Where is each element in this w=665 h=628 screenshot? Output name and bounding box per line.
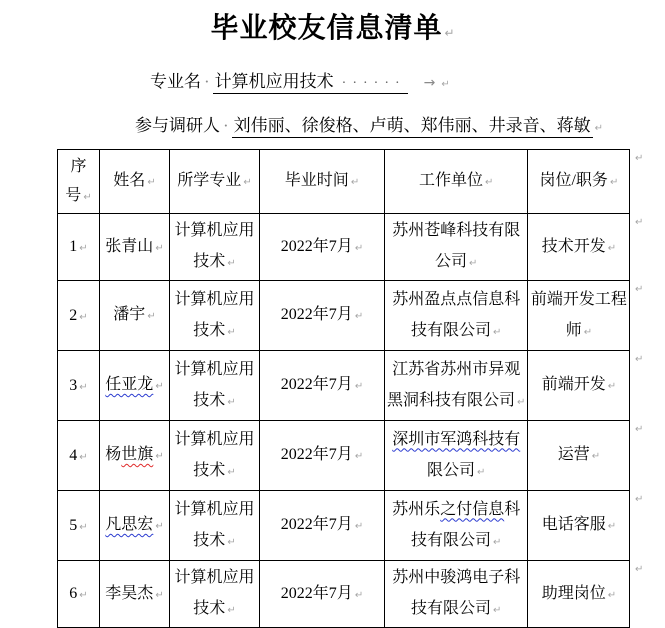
cell-line bbox=[102, 439, 167, 472]
cell-text: 技术 bbox=[193, 600, 226, 617]
cell-line bbox=[172, 246, 257, 279]
cell-line bbox=[102, 369, 167, 402]
cell-text: 技术开发 bbox=[541, 237, 606, 255]
pilcrow-mark: ↵ bbox=[155, 242, 164, 254]
cell-text: 计算机应用 bbox=[174, 569, 255, 586]
pilcrow-mark: ↵ bbox=[227, 326, 236, 338]
cell-text: 深圳市军鸿科技有 bbox=[392, 430, 521, 448]
cell-line bbox=[387, 166, 525, 197]
cell-text: 潘宇 bbox=[113, 306, 146, 323]
cell-text: 限公司 bbox=[427, 461, 476, 479]
seq-number: 2 bbox=[69, 306, 78, 324]
cell-line bbox=[102, 231, 167, 264]
cell-line bbox=[530, 166, 627, 197]
tab-arrow-icon: → bbox=[423, 75, 436, 91]
cell-employer bbox=[385, 491, 528, 561]
cell-text: 计算机应用 bbox=[174, 290, 255, 308]
pilcrow-mark: ↵ bbox=[493, 326, 502, 338]
cell-seq bbox=[58, 351, 100, 421]
cell-text: 技术 bbox=[193, 321, 226, 339]
cell-text: 计算机应用 bbox=[174, 500, 255, 518]
space-dots-mark: ······ bbox=[341, 76, 406, 91]
pilcrow-mark: ↵ bbox=[227, 466, 236, 478]
cell-line bbox=[172, 525, 257, 558]
page-title bbox=[0, 6, 665, 46]
cell-line bbox=[172, 562, 257, 593]
cell-text: 2022年7月 bbox=[280, 446, 353, 463]
cell-text: 电话客服 bbox=[541, 516, 606, 533]
cell-line bbox=[387, 354, 525, 385]
table-header bbox=[58, 150, 644, 214]
column-header-4 bbox=[260, 150, 385, 214]
pilcrow-mark: ↵ bbox=[354, 589, 364, 601]
pilcrow-mark: ↵ bbox=[79, 311, 88, 323]
cell-line bbox=[172, 424, 257, 455]
cell-line bbox=[102, 166, 167, 197]
cell-text: 技有限公司 bbox=[411, 321, 492, 339]
cell-employer bbox=[385, 421, 528, 491]
cell-line bbox=[262, 231, 382, 264]
cell-line bbox=[387, 593, 525, 626]
table-body bbox=[58, 214, 644, 628]
cell-line bbox=[530, 439, 627, 472]
cell-text: 助理岗位 bbox=[541, 584, 606, 602]
cell-text: 2022年7月 bbox=[280, 376, 353, 393]
pilcrow-mark: ↵ bbox=[79, 590, 88, 601]
cell-line bbox=[102, 509, 167, 542]
pilcrow-mark: ↵ bbox=[607, 242, 617, 254]
cell-graduation bbox=[260, 421, 385, 491]
pilcrow-mark: ↵ bbox=[583, 326, 593, 338]
cell-position bbox=[528, 351, 644, 421]
cell-text: 计算机应用 bbox=[174, 360, 255, 378]
cell-seq bbox=[58, 281, 100, 351]
cell-line bbox=[530, 284, 627, 315]
cell-text: 凡思宏 bbox=[105, 516, 154, 533]
cell-line bbox=[387, 315, 525, 348]
cell-line bbox=[530, 509, 627, 542]
cell-line bbox=[262, 578, 382, 611]
pilcrow-mark: ↵ bbox=[444, 26, 455, 40]
pilcrow-mark: ↵ bbox=[477, 466, 486, 478]
pilcrow-mark: ↵ bbox=[485, 177, 494, 188]
cell-position bbox=[528, 491, 644, 561]
seq-number: 5 bbox=[69, 516, 78, 534]
cell-position bbox=[528, 421, 644, 491]
cell-text: 前端开发 bbox=[541, 376, 606, 393]
pilcrow-mark: ↵ bbox=[147, 311, 156, 322]
cell-name bbox=[100, 214, 170, 281]
pilcrow-mark: ↵ bbox=[469, 258, 478, 269]
pilcrow-mark: ↵ bbox=[354, 451, 364, 462]
pilcrow-mark: ↵ bbox=[350, 177, 360, 188]
cell-line bbox=[387, 455, 525, 488]
cell-line bbox=[262, 509, 382, 542]
cell-line bbox=[172, 166, 257, 197]
cell-name bbox=[100, 421, 170, 491]
cell-text: 张青山 bbox=[105, 237, 154, 255]
cell-seq bbox=[58, 421, 100, 491]
cell-text: 技术 bbox=[193, 461, 226, 479]
cell-line bbox=[60, 152, 97, 181]
cell-text: 技术 bbox=[193, 253, 226, 270]
pilcrow-mark: ↵ bbox=[441, 79, 450, 90]
column-header-1 bbox=[58, 150, 100, 214]
cell-text: 运营 bbox=[557, 446, 590, 463]
table-header-row bbox=[58, 150, 630, 214]
cell-line bbox=[530, 231, 627, 264]
table-row bbox=[58, 281, 630, 351]
table-row bbox=[58, 421, 630, 491]
cell-text: 之付信息 bbox=[440, 500, 505, 518]
cell-line bbox=[387, 494, 525, 525]
cell-text: 苏州乐 bbox=[392, 500, 441, 518]
pilcrow-mark: ↵ bbox=[594, 123, 604, 134]
cell-seq bbox=[58, 491, 100, 561]
cell-line bbox=[60, 181, 97, 212]
cell-text: 岗位/职务 bbox=[539, 172, 608, 189]
cell-text: 苏州中骏鸿电子科 bbox=[392, 569, 521, 586]
pilcrow-mark: ↵ bbox=[155, 589, 164, 601]
pilcrow-mark: ↵ bbox=[79, 381, 88, 393]
cell-graduation bbox=[260, 561, 385, 628]
alumni-table bbox=[57, 149, 644, 628]
table-row bbox=[58, 351, 630, 421]
row-end-mark: ↵ bbox=[635, 424, 644, 435]
cell-major bbox=[170, 214, 260, 281]
cell-major bbox=[170, 561, 260, 628]
researchers-label: 参与调研人 bbox=[135, 116, 220, 135]
pilcrow-mark: ↵ bbox=[79, 243, 88, 254]
cell-line bbox=[172, 215, 257, 246]
cell-line bbox=[172, 315, 257, 348]
cell-employer bbox=[385, 214, 528, 281]
cell-major bbox=[170, 281, 260, 351]
seq-number: 6 bbox=[69, 585, 78, 602]
major-field-line bbox=[150, 67, 665, 92]
column-header-5 bbox=[385, 150, 528, 214]
major-value-underlined bbox=[213, 72, 408, 94]
pilcrow-mark: ↵ bbox=[155, 451, 164, 462]
column-header-6 bbox=[528, 150, 644, 214]
page-title-text: 毕业校友信息清单 bbox=[210, 12, 443, 43]
cell-text: 技术 bbox=[193, 531, 226, 549]
researchers-value-underlined: 刘伟丽、徐俊格、卢萌、郑伟丽、井录音、蒋敏 bbox=[232, 116, 593, 138]
cell-graduation bbox=[260, 281, 385, 351]
cell-line bbox=[530, 578, 627, 611]
pilcrow-mark: ↵ bbox=[607, 521, 617, 532]
cell-position bbox=[528, 281, 644, 351]
cell-text: 2022年7月 bbox=[280, 237, 353, 255]
cell-text: 李昊杰 bbox=[105, 584, 154, 602]
cell-text: 公司 bbox=[435, 253, 468, 270]
row-end-mark: ↵ bbox=[635, 564, 644, 575]
pilcrow-mark: ↵ bbox=[227, 258, 236, 269]
space-mark: · bbox=[204, 72, 210, 91]
cell-text: 杨 bbox=[105, 446, 122, 463]
pilcrow-mark: ↵ bbox=[354, 521, 364, 532]
researchers-field-line bbox=[135, 111, 665, 136]
cell-text: 工作单位 bbox=[419, 172, 484, 189]
cell-text: 技有限公司 bbox=[411, 531, 492, 549]
cell-line bbox=[172, 385, 257, 418]
cell-text: 师 bbox=[565, 321, 582, 339]
cell-line bbox=[172, 284, 257, 315]
major-label: 专业名 bbox=[150, 72, 201, 91]
pilcrow-mark: ↵ bbox=[79, 521, 88, 533]
pilcrow-mark: ↵ bbox=[517, 396, 526, 408]
pilcrow-mark: ↵ bbox=[607, 381, 617, 392]
cell-text: 序 bbox=[70, 157, 87, 175]
cell-major bbox=[170, 421, 260, 491]
cell-line bbox=[262, 166, 382, 197]
space-mark: · bbox=[223, 116, 229, 135]
cell-line bbox=[530, 315, 627, 348]
cell-line bbox=[172, 494, 257, 525]
cell-employer bbox=[385, 351, 528, 421]
column-header-3 bbox=[170, 150, 260, 214]
cell-text: 2022年7月 bbox=[280, 516, 353, 533]
seq-number: 4 bbox=[69, 446, 78, 464]
row-end-mark: ↵ bbox=[635, 494, 644, 505]
pilcrow-mark: ↵ bbox=[607, 589, 617, 601]
cell-line bbox=[387, 284, 525, 315]
cell-line bbox=[262, 439, 382, 472]
cell-text: 毕业时间 bbox=[284, 172, 349, 189]
cell-seq bbox=[58, 561, 100, 628]
cell-text: 号 bbox=[65, 186, 82, 204]
cell-line bbox=[530, 369, 627, 402]
pilcrow-mark: ↵ bbox=[493, 605, 502, 616]
column-header-2 bbox=[100, 150, 170, 214]
cell-line bbox=[387, 525, 525, 558]
cell-name bbox=[100, 351, 170, 421]
cell-text: 计算机应用 bbox=[174, 222, 255, 239]
cell-text: 技有限公司 bbox=[411, 600, 492, 617]
cell-line bbox=[387, 246, 525, 279]
cell-line bbox=[102, 578, 167, 611]
row-end-mark: ↵ bbox=[635, 354, 644, 365]
cell-text: 科 bbox=[504, 500, 521, 518]
row-end-mark: ↵ bbox=[635, 284, 644, 295]
cell-line bbox=[387, 562, 525, 593]
cell-major bbox=[170, 351, 260, 421]
cell-line bbox=[387, 424, 525, 455]
cell-text: 世旗 bbox=[121, 446, 154, 463]
cell-text: 技术 bbox=[193, 391, 226, 409]
cell-line bbox=[387, 215, 525, 246]
cell-text: 计算机应用 bbox=[174, 430, 255, 448]
cell-text: 2022年7月 bbox=[280, 584, 353, 602]
cell-line bbox=[172, 593, 257, 626]
cell-text: 黑洞科技有限公司 bbox=[387, 391, 516, 409]
cell-line bbox=[262, 369, 382, 402]
cell-graduation bbox=[260, 214, 385, 281]
cell-position bbox=[528, 214, 644, 281]
cell-text: 所学专业 bbox=[177, 172, 242, 189]
pilcrow-mark: ↵ bbox=[227, 396, 236, 408]
cell-employer bbox=[385, 281, 528, 351]
cell-line bbox=[262, 299, 382, 332]
cell-name bbox=[100, 281, 170, 351]
major-value: 计算机应用技术 bbox=[214, 72, 334, 91]
pilcrow-mark: ↵ bbox=[591, 451, 601, 462]
pilcrow-mark: ↵ bbox=[83, 191, 92, 203]
table-row bbox=[58, 561, 630, 628]
cell-graduation bbox=[260, 351, 385, 421]
pilcrow-mark: ↵ bbox=[227, 605, 236, 616]
cell-major bbox=[170, 491, 260, 561]
row-end-mark: ↵ bbox=[635, 217, 644, 228]
cell-line bbox=[387, 385, 525, 418]
pilcrow-mark: ↵ bbox=[609, 177, 619, 188]
pilcrow-mark: ↵ bbox=[493, 536, 502, 548]
cell-position bbox=[528, 561, 644, 628]
cell-text: 苏州盈点点信息科 bbox=[392, 290, 521, 308]
cell-text: 苏州苍峰科技有限 bbox=[392, 222, 521, 239]
pilcrow-mark: ↵ bbox=[354, 242, 364, 254]
seq-number: 3 bbox=[69, 376, 78, 394]
pilcrow-mark: ↵ bbox=[155, 381, 164, 392]
cell-text: 前端开发工程 bbox=[530, 290, 627, 308]
pilcrow-mark: ↵ bbox=[354, 381, 364, 392]
cell-line bbox=[102, 299, 167, 332]
pilcrow-mark: ↵ bbox=[354, 311, 364, 322]
row-end-mark: ↵ bbox=[635, 153, 644, 164]
cell-line bbox=[172, 455, 257, 488]
cell-text: 任亚龙 bbox=[105, 376, 154, 393]
cell-seq bbox=[58, 214, 100, 281]
table-row bbox=[58, 491, 630, 561]
pilcrow-mark: ↵ bbox=[155, 521, 164, 532]
cell-graduation bbox=[260, 491, 385, 561]
cell-text: 江苏省苏州市异观 bbox=[392, 360, 521, 378]
cell-text: 姓名 bbox=[113, 172, 146, 189]
cell-name bbox=[100, 561, 170, 628]
cell-line bbox=[172, 354, 257, 385]
cell-text: 2022年7月 bbox=[280, 306, 353, 323]
cell-employer bbox=[385, 561, 528, 628]
pilcrow-mark: ↵ bbox=[147, 177, 156, 188]
pilcrow-mark: ↵ bbox=[79, 451, 88, 463]
seq-number: 1 bbox=[69, 238, 78, 255]
table-row bbox=[58, 214, 630, 281]
cell-name bbox=[100, 491, 170, 561]
pilcrow-mark: ↵ bbox=[227, 536, 236, 548]
pilcrow-mark: ↵ bbox=[243, 177, 252, 188]
